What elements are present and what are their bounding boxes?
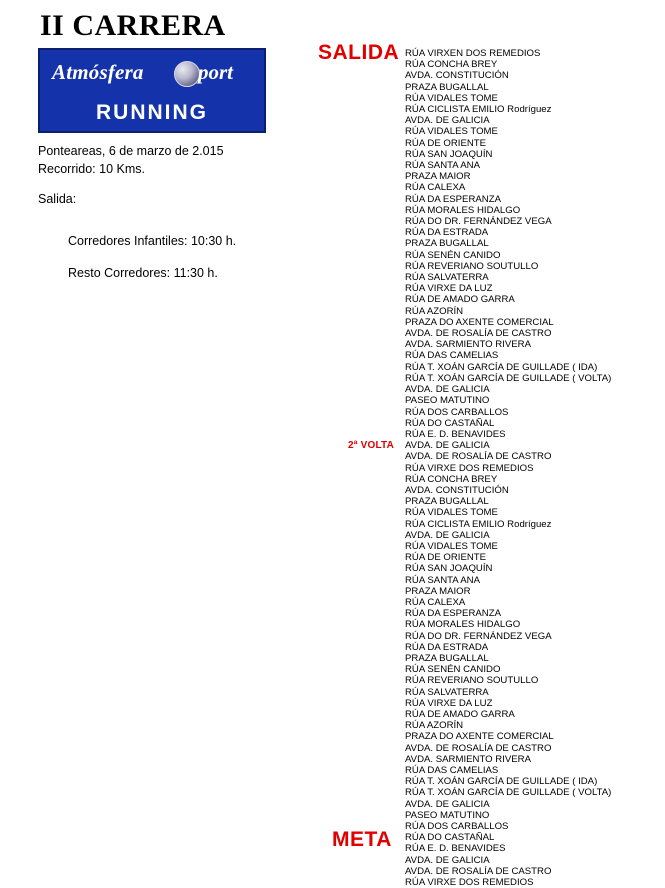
start-time-adults: Resto Corredores: 11:30 h. [68, 265, 218, 280]
route-street-item: AVDA. DE GALICIA [405, 384, 490, 396]
route-street-item: RÚA SAN JOAQUÍN [405, 563, 493, 575]
route-street-item: AVDA. DE GALICIA [405, 115, 490, 127]
route-street-item: RÚA T. XOÁN GARCÍA DE GUILLADE ( IDA) [405, 776, 598, 788]
route-street-item: RÚA T. XOÁN GARCÍA DE GUILLADE ( VOLTA) [405, 372, 612, 384]
route-street-item: RÚA VIRXE DOS REMEDIOS [405, 462, 534, 474]
route-street-item: RÚA AZORÍN [405, 305, 464, 317]
start-marker: SALIDA [318, 41, 400, 64]
route-street-item: RÚA T. XOÁN GARCÍA DE GUILLADE ( VOLTA) [405, 787, 612, 799]
route-street-item: RÚA SENÉN CANIDO [405, 664, 501, 676]
route-street-item: PRAZA BUGALLAL [405, 652, 489, 664]
route-street-item: RÚA VIRXEN DOS REMEDIOS [405, 48, 541, 59]
route-street-item: RÚA DAS CAMELIAS [405, 765, 499, 776]
route-street-item: RÚA DE AMADO GARRA [405, 708, 515, 720]
finish-marker: META [332, 828, 392, 851]
route-street-item: RÚA MORALES HIDALGO [405, 619, 521, 631]
event-header-column [36, 10, 304, 295]
second-lap-marker: 2ª VOLTA [348, 440, 395, 451]
start-label: Salida: [38, 191, 77, 206]
route-street-item: RÚA VIDALES TOME [405, 540, 498, 552]
route-street-item: RÚA REVERIANO SOUTULLO [405, 675, 539, 687]
route-street-item: RÚA E. D. BENAVIDES [405, 843, 506, 855]
route-street-item: RÚA REVERIANO SOUTULLO [405, 260, 539, 272]
route-street-item: RÚA CONCHA BREY [405, 473, 498, 485]
route-street-item: AVDA. CONSTITUCIÓN [405, 484, 509, 496]
route-street-item: RÚA VIDALES TOME [405, 126, 498, 138]
logo-brand-second: port [198, 59, 234, 84]
route-street-list [405, 48, 655, 888]
route-street-item: AVDA. CONSTITUCIÓN [405, 70, 509, 82]
route-street-item: AVDA. DE GALICIA [405, 854, 490, 866]
route-street-item: PRAZA BUGALLAL [405, 81, 489, 93]
event-details [38, 142, 304, 283]
event-place-date: Ponteareas, 6 de marzo de 2.015 [38, 143, 224, 158]
route-street-item: RÚA DO CASTAÑAL [405, 832, 495, 844]
route-street-item: RÚA DA ESPERANZA [405, 608, 501, 620]
route-street-item: AVDA. DE ROSALÍA DE CASTRO [405, 451, 552, 463]
route-street-item: AVDA. DE ROSALÍA DE CASTRO [405, 328, 552, 340]
route-street-item: AVDA. SARMIENTO RIVERA [405, 753, 531, 765]
route-street-item: RÚA SANTA ANA [405, 160, 480, 172]
route-street-item: RÚA DO DR. FERNÁNDEZ VEGA [405, 216, 552, 228]
event-distance: Recorrido: 10 Kms. [38, 161, 145, 176]
route-street-item: RÚA CICLISTA EMILIO Rodríguez [405, 104, 552, 116]
route-street-item: PRAZA MAIOR [405, 585, 471, 597]
route-street-item: RÚA DA ESPERANZA [405, 193, 501, 205]
route-street-item: RÚA CONCHA BREY [405, 59, 498, 71]
route-street-item: RÚA T. XOÁN GARCÍA DE GUILLADE ( IDA) [405, 361, 598, 373]
route-street-item: RÚA SALVATERRA [405, 272, 489, 284]
route-street-item: AVDA. SARMIENTO RIVERA [405, 339, 531, 351]
route-street-item: AVDA. DE GALICIA [405, 440, 490, 452]
route-street-item: RÚA VIRXE DA LUZ [405, 697, 493, 709]
route-street-item: RÚA CALEXA [405, 596, 466, 608]
route-street-item: RÚA MORALES HIDALGO [405, 204, 521, 216]
route-street-item: RÚA E. D. BENAVIDES [405, 428, 506, 440]
route-street-item: RÚA DO DR. FERNÁNDEZ VEGA [405, 630, 552, 642]
route-street-item: RÚA CICLISTA EMILIO Rodríguez [405, 518, 552, 530]
sphere-icon [174, 61, 200, 87]
route-street-item: PRAZA MAIOR [405, 171, 471, 183]
logo-subtitle: RUNNING [96, 100, 208, 124]
route-street-item: RÚA SENÉN CANIDO [405, 249, 501, 261]
logo-brand-first: Atmósfera [52, 59, 144, 84]
route-street-item: RÚA VIRXE DA LUZ [405, 283, 493, 295]
route-street-item: RÚA DE AMADO GARRA [405, 294, 515, 306]
route-street-item: RÚA DA ESTRADA [405, 227, 489, 239]
route-street-item: AVDA. DE GALICIA [405, 798, 490, 810]
route-street-item: RÚA SAN JOAQUÍN [405, 148, 493, 160]
sponsor-logo [38, 48, 266, 133]
route-street-item: RÚA DOS CARBALLOS [405, 406, 509, 418]
route-street-item: PRAZA BUGALLAL [405, 496, 489, 508]
route-street-item: PASEO MATUTINO [405, 809, 490, 821]
route-street-item: AVDA. DE ROSALÍA DE CASTRO [405, 865, 552, 877]
route-street-item: RÚA DE ORIENTE [405, 137, 487, 149]
route-street-item: PRAZA BUGALLAL [405, 238, 489, 250]
route-street-item: RÚA VIRXE DOS REMEDIOS [405, 877, 534, 888]
route-street-item: PRAZA DO AXENTE COMERCIAL [405, 731, 554, 743]
start-time-kids: Corredores Infantiles: 10:30 h. [68, 234, 237, 249]
route-street-item: RÚA DA ESTRADA [405, 641, 489, 653]
page-title: II CARRERA [40, 9, 226, 42]
route-street-item: AVDA. DE GALICIA [405, 529, 490, 541]
route-street-item: PASEO MATUTINO [405, 395, 490, 407]
route-street-item: RÚA SALVATERRA [405, 686, 489, 698]
route-street-item: RÚA VIDALES TOME [405, 507, 498, 519]
route-street-item: AVDA. DE ROSALÍA DE CASTRO [405, 742, 552, 754]
route-street-item: RÚA DAS CAMELIAS [405, 350, 499, 362]
route-street-item: RÚA DO CASTAÑAL [405, 417, 495, 429]
route-street-item: PRAZA DO AXENTE COMERCIAL [405, 316, 554, 328]
route-street-item: RÚA SANTA ANA [405, 574, 480, 586]
route-street-item: RÚA CALEXA [405, 182, 466, 194]
route-street-item: RÚA DOS CARBALLOS [405, 821, 509, 833]
route-street-item: RÚA AZORÍN [405, 720, 464, 732]
route-street-item: RÚA VIDALES TOME [405, 92, 498, 104]
route-street-item: RÚA DE ORIENTE [405, 552, 487, 564]
